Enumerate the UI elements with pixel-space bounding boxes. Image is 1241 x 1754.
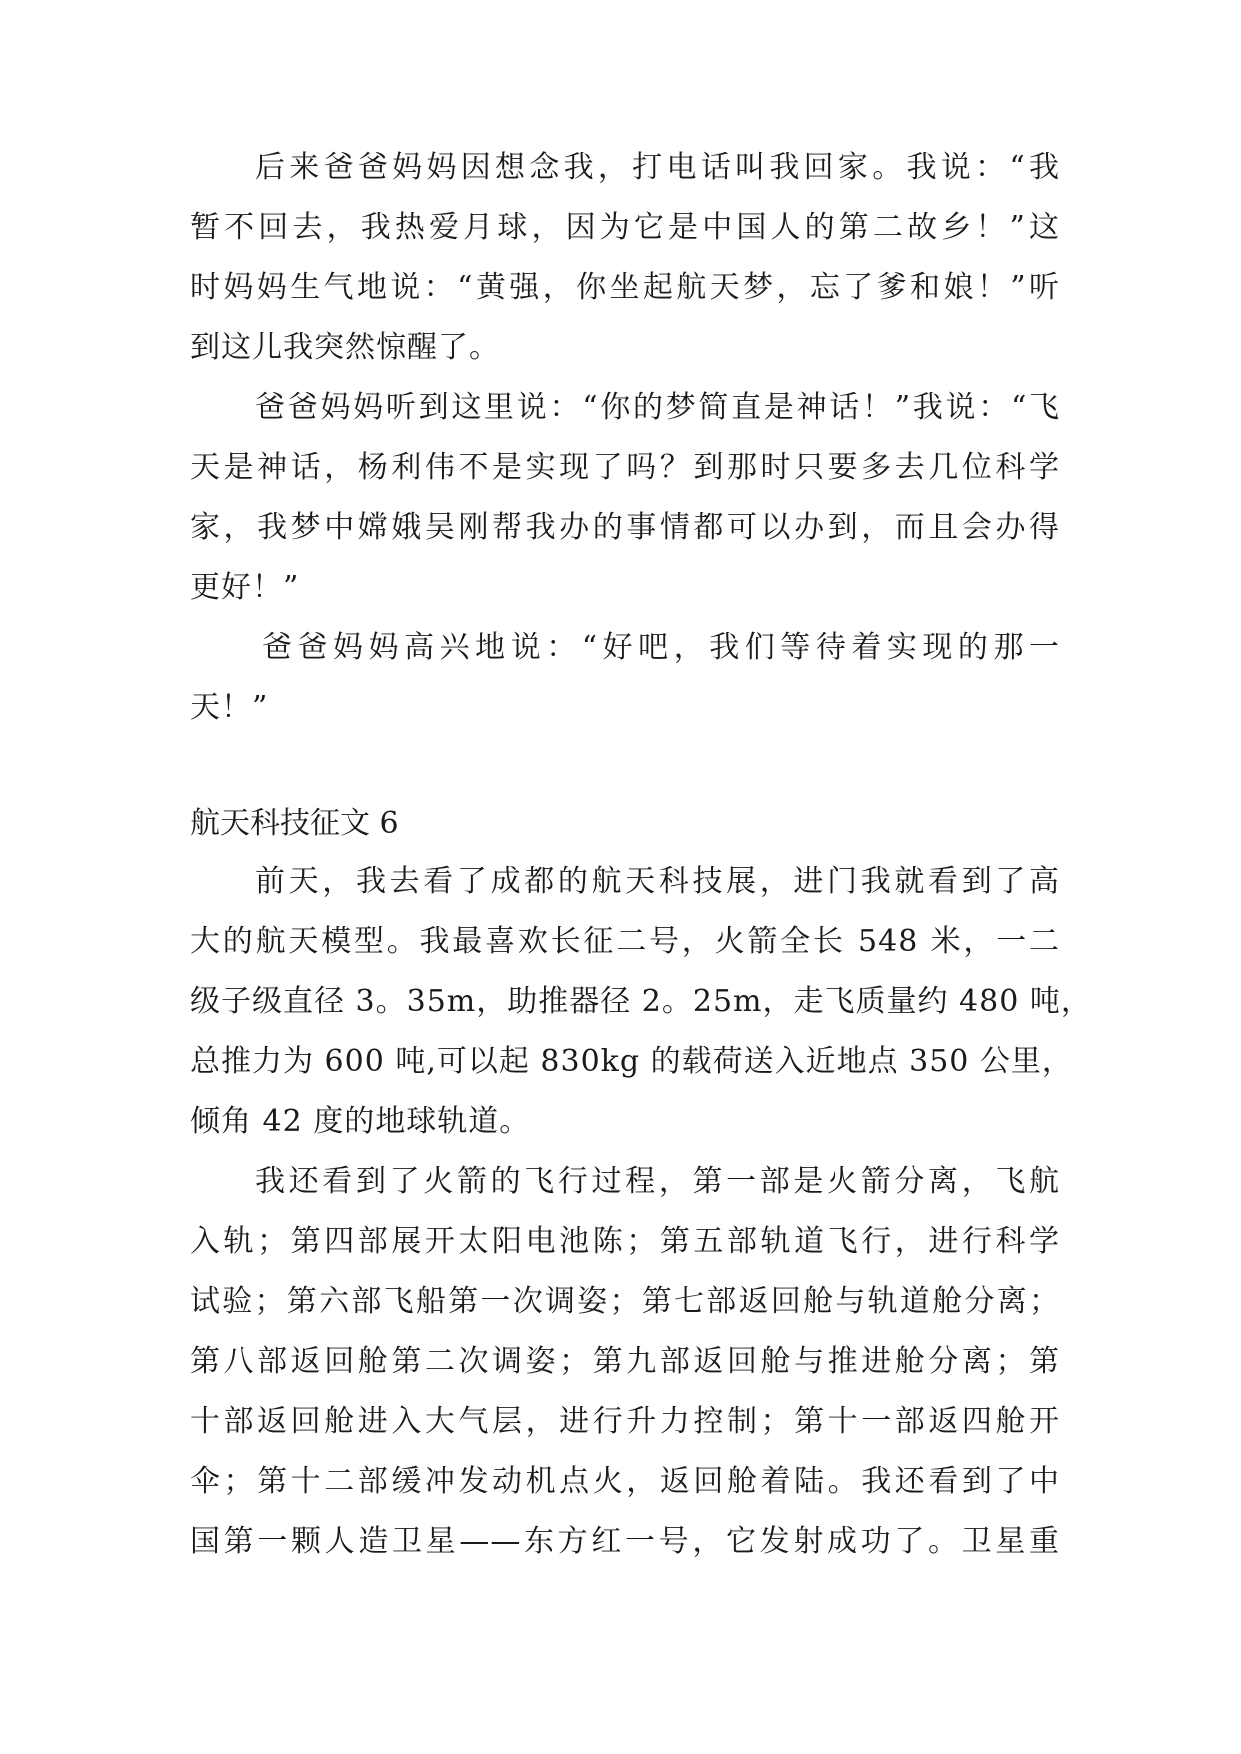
paragraph-line: 时妈妈生气地说：“黄强，你坐起航天梦，忘了爹和娘！”听 [190,270,1060,305]
paragraph-line: 我还看到了火箭的飞行过程，第一部是火箭分离，飞航 [255,1164,1060,1199]
paragraph-line: 到这儿我突然惊醒了。 [190,330,500,365]
paragraph-line: 爸爸妈妈高兴地说：“好吧，我们等待着实现的那一 [262,630,1060,665]
paragraph-line: 总推力为 600 吨,可以起 830kg 的载荷送入近地点 350 公里， [190,1044,1073,1079]
paragraph-line: 家，我梦中嫦娥吴刚帮我办的事情都可以办到，而且会办得 [190,510,1060,545]
paragraph-line: 后来爸爸妈妈因想念我，打电话叫我回家。我说：“我 [255,150,1060,185]
paragraph-line: 前天，我去看了成都的航天科技展，进门我就看到了高 [255,864,1060,899]
paragraph-line: 倾角 42 度的地球轨道。 [190,1104,531,1139]
paragraph-line: 暂不回去，我热爱月球，因为它是中国人的第二故乡！”这 [190,210,1060,245]
paragraph-line: 伞；第十二部缓冲发动机点火，返回舱着陆。我还看到了中 [190,1464,1060,1499]
paragraph-line: 级子级直径 3。35m，助推器径 2。25m，走飞质量约 480 吨， [190,984,1092,1019]
paragraph-line: 大的航天模型。我最喜欢长征二号，火箭全长 548 米，一二 [190,924,1060,959]
section-title: 航天科技征文 6 [190,806,399,841]
paragraph-line: 入轨；第四部展开太阳电池陈；第五部轨道飞行，进行科学 [190,1224,1060,1259]
paragraph-line: 国第一颗人造卫星——东方红一号，它发射成功了。卫星重 [190,1524,1060,1559]
paragraph-line: 天是神话，杨利伟不是实现了吗？到那时只要多去几位科学 [190,450,1060,485]
paragraph-line: 第八部返回舱第二次调姿；第九部返回舱与推进舱分离；第 [190,1344,1060,1379]
paragraph-line: 爸爸妈妈听到这里说：“你的梦简直是神话！”我说：“飞 [255,390,1060,425]
paragraph-line: 试验；第六部飞船第一次调姿；第七部返回舱与轨道舱分离； [190,1284,1060,1319]
paragraph-line: 更好！” [190,570,300,605]
paragraph-line: 天！” [190,690,269,725]
paragraph-line: 十部返回舱进入大气层，进行升力控制；第十一部返四舱开 [190,1404,1060,1439]
